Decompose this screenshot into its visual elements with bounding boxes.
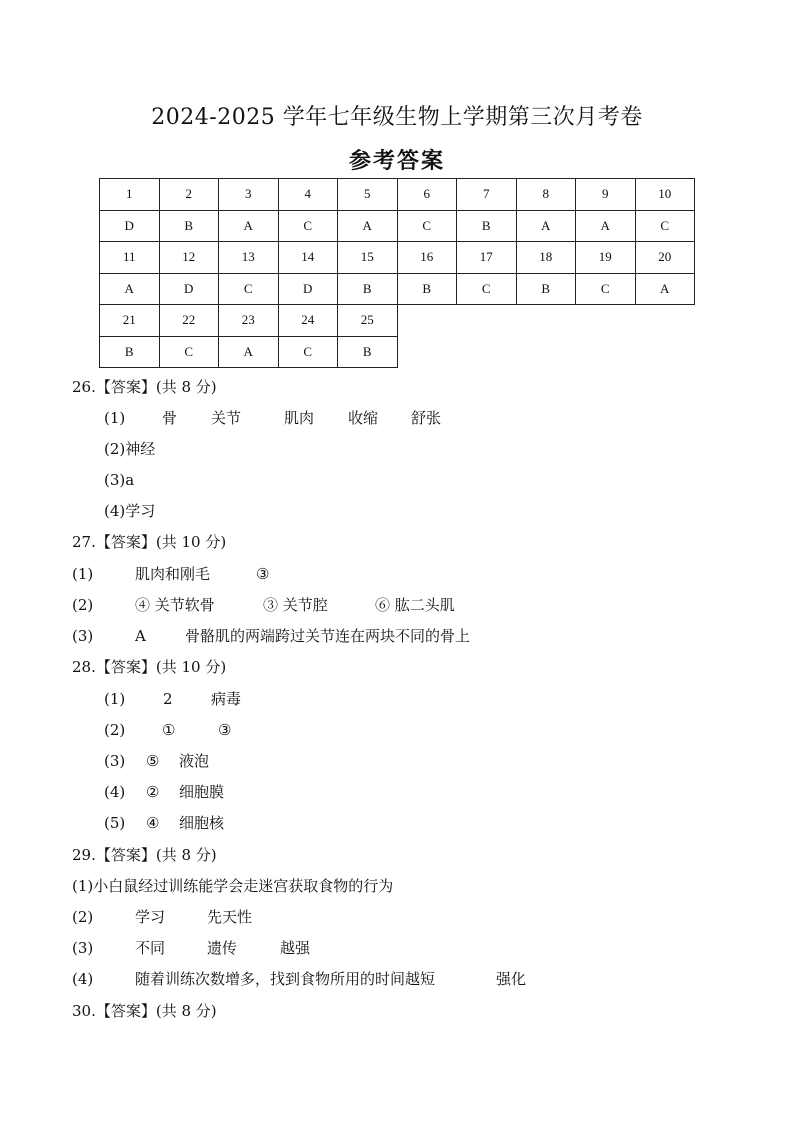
page-subtitle: 参考答案 xyxy=(348,148,445,174)
q29-2-b: 先天性 xyxy=(207,908,253,926)
q29-4-b: 强化 xyxy=(496,970,527,988)
q27-3-a: A xyxy=(135,627,146,645)
q26-1-d: 收缩 xyxy=(348,409,379,427)
question-number-cell: 2 xyxy=(159,179,219,211)
question-number-cell: 19 xyxy=(576,242,636,274)
q27-heading: 27.【答案】(共 10 分) xyxy=(72,533,227,551)
question-number-cell: 3 xyxy=(219,179,279,211)
answer-cell: C xyxy=(278,210,338,242)
empty-cell xyxy=(635,336,695,368)
answer-cell: D xyxy=(159,273,219,305)
answer-cell: B xyxy=(338,336,398,368)
q26-1-b: 关节 xyxy=(211,409,242,427)
answer-cell: C xyxy=(576,273,636,305)
q28-5-a: ④ xyxy=(146,814,160,832)
table-row-numbers xyxy=(100,242,695,274)
question-number-cell: 10 xyxy=(635,179,695,211)
q28-4-b: 细胞膜 xyxy=(179,783,225,801)
q26-line-3: (3)a xyxy=(104,471,135,489)
question-number-cell: 5 xyxy=(338,179,398,211)
question-number-cell: 1 xyxy=(100,179,160,211)
q29-line-2 xyxy=(72,907,253,927)
answer-cell: A xyxy=(338,210,398,242)
answer-cell: A xyxy=(576,210,636,242)
q28-line-2 xyxy=(104,720,232,740)
q29-2-a: 学习 xyxy=(135,908,166,926)
q26-1-e: 舒张 xyxy=(411,409,442,427)
table-row-numbers xyxy=(100,179,695,211)
q29-line-1: (1)小白鼠经过训练能学会走迷宫获取食物的行为 xyxy=(72,877,394,895)
q27-2-a: ④ 关节软骨 xyxy=(135,596,215,614)
answer-cell: D xyxy=(100,210,160,242)
answer-cell: C xyxy=(457,273,517,305)
answer-cell: C xyxy=(219,273,279,305)
empty-cell xyxy=(516,305,576,337)
empty-cell xyxy=(397,305,457,337)
q28-3-num: (3) xyxy=(104,752,126,770)
answer-cell: C xyxy=(159,336,219,368)
q28-4-a: ② xyxy=(146,783,160,801)
answer-cell: A xyxy=(635,273,695,305)
q28-5-num: (5) xyxy=(104,814,126,832)
empty-cell xyxy=(576,305,636,337)
q27-2-b: ③ 关节腔 xyxy=(263,596,328,614)
question-number-cell: 20 xyxy=(635,242,695,274)
answer-cell: B xyxy=(159,210,219,242)
q28-heading: 28.【答案】(共 10 分) xyxy=(72,658,227,676)
table-row-numbers xyxy=(100,305,695,337)
q28-5-b: 细胞核 xyxy=(179,814,225,832)
empty-cell xyxy=(516,336,576,368)
question-number-cell: 8 xyxy=(516,179,576,211)
answer-cell: C xyxy=(278,336,338,368)
table-row-answers xyxy=(100,210,695,242)
q26-1-c: 肌肉 xyxy=(284,409,315,427)
question-number-cell: 14 xyxy=(278,242,338,274)
q27-2-num: (2) xyxy=(72,596,94,614)
answer-cell: B xyxy=(457,210,517,242)
empty-cell xyxy=(397,336,457,368)
q26-line-2: (2)神经 xyxy=(104,440,156,458)
q29-3-c: 越强 xyxy=(280,939,311,957)
q27-3-b: 骨骼肌的两端跨过关节连在两块不同的骨上 xyxy=(185,627,471,645)
q29-3-b: 遗传 xyxy=(207,939,238,957)
q27-3-num: (3) xyxy=(72,627,94,645)
answer-cell: B xyxy=(516,273,576,305)
q26-1-num: (1) xyxy=(104,409,126,427)
answer-table xyxy=(99,178,695,368)
question-number-cell: 25 xyxy=(338,305,398,337)
question-number-cell: 4 xyxy=(278,179,338,211)
q27-line-3 xyxy=(72,626,471,646)
question-number-cell: 9 xyxy=(576,179,636,211)
empty-cell xyxy=(457,305,517,337)
q28-line-3 xyxy=(104,751,210,771)
q29-3-num: (3) xyxy=(72,939,94,957)
q28-2-b: ③ xyxy=(218,721,232,739)
q28-line-5 xyxy=(104,813,225,833)
q30-heading: 30.【答案】(共 8 分) xyxy=(72,1002,217,1020)
answer-cell: A xyxy=(100,273,160,305)
table-row-answers xyxy=(100,336,695,368)
q26-line-4: (4)学习 xyxy=(104,502,156,520)
answer-cell: B xyxy=(338,273,398,305)
q26-line-1 xyxy=(104,408,442,428)
question-number-cell: 16 xyxy=(397,242,457,274)
q27-2-c: ⑥ 肱二头肌 xyxy=(375,596,455,614)
answer-cell: A xyxy=(219,210,279,242)
question-number-cell: 11 xyxy=(100,242,160,274)
q29-heading: 29.【答案】(共 8 分) xyxy=(72,846,217,864)
question-number-cell: 13 xyxy=(219,242,279,274)
answer-cell: D xyxy=(278,273,338,305)
question-number-cell: 21 xyxy=(100,305,160,337)
q27-line-1 xyxy=(72,564,270,584)
q28-2-num: (2) xyxy=(104,721,126,739)
answer-cell: C xyxy=(635,210,695,242)
question-number-cell: 23 xyxy=(219,305,279,337)
q27-1-num: (1) xyxy=(72,565,94,583)
q29-line-4 xyxy=(72,969,527,989)
question-number-cell: 12 xyxy=(159,242,219,274)
q29-line-3 xyxy=(72,938,311,958)
q29-3-a: 不同 xyxy=(135,939,166,957)
q28-line-1 xyxy=(104,689,242,709)
q28-3-b: 液泡 xyxy=(179,752,210,770)
answer-cell: C xyxy=(397,210,457,242)
q26-heading: 26.【答案】(共 8 分) xyxy=(72,378,217,396)
q26-1-a: 骨 xyxy=(162,409,178,427)
q28-line-4 xyxy=(104,782,225,802)
answer-cell: A xyxy=(516,210,576,242)
question-number-cell: 7 xyxy=(457,179,517,211)
question-number-cell: 24 xyxy=(278,305,338,337)
page-title: 2024-2025 学年七年级生物上学期第三次月考卷 xyxy=(151,105,643,130)
q28-1-b: 病毒 xyxy=(211,690,242,708)
empty-cell xyxy=(457,336,517,368)
q28-2-a: ① xyxy=(162,721,176,739)
answer-cell: B xyxy=(100,336,160,368)
q28-1-a: 2 xyxy=(163,690,173,708)
q29-4-num: (4) xyxy=(72,970,94,988)
empty-cell xyxy=(576,336,636,368)
q29-2-num: (2) xyxy=(72,908,94,926)
q27-1-a: 肌肉和刚毛 xyxy=(135,565,211,583)
question-number-cell: 6 xyxy=(397,179,457,211)
q27-1-b: ③ xyxy=(256,565,270,583)
q28-3-a: ⑤ xyxy=(146,752,160,770)
table-row-answers xyxy=(100,273,695,305)
question-number-cell: 15 xyxy=(338,242,398,274)
question-number-cell: 18 xyxy=(516,242,576,274)
answer-cell: A xyxy=(219,336,279,368)
question-number-cell: 22 xyxy=(159,305,219,337)
q28-4-num: (4) xyxy=(104,783,126,801)
q29-4-a: 随着训练次数增多，找到食物所用的时间越短 xyxy=(135,970,436,988)
q28-1-num: (1) xyxy=(104,690,126,708)
question-number-cell: 17 xyxy=(457,242,517,274)
empty-cell xyxy=(635,305,695,337)
answer-cell: B xyxy=(397,273,457,305)
q27-line-2 xyxy=(72,595,455,615)
